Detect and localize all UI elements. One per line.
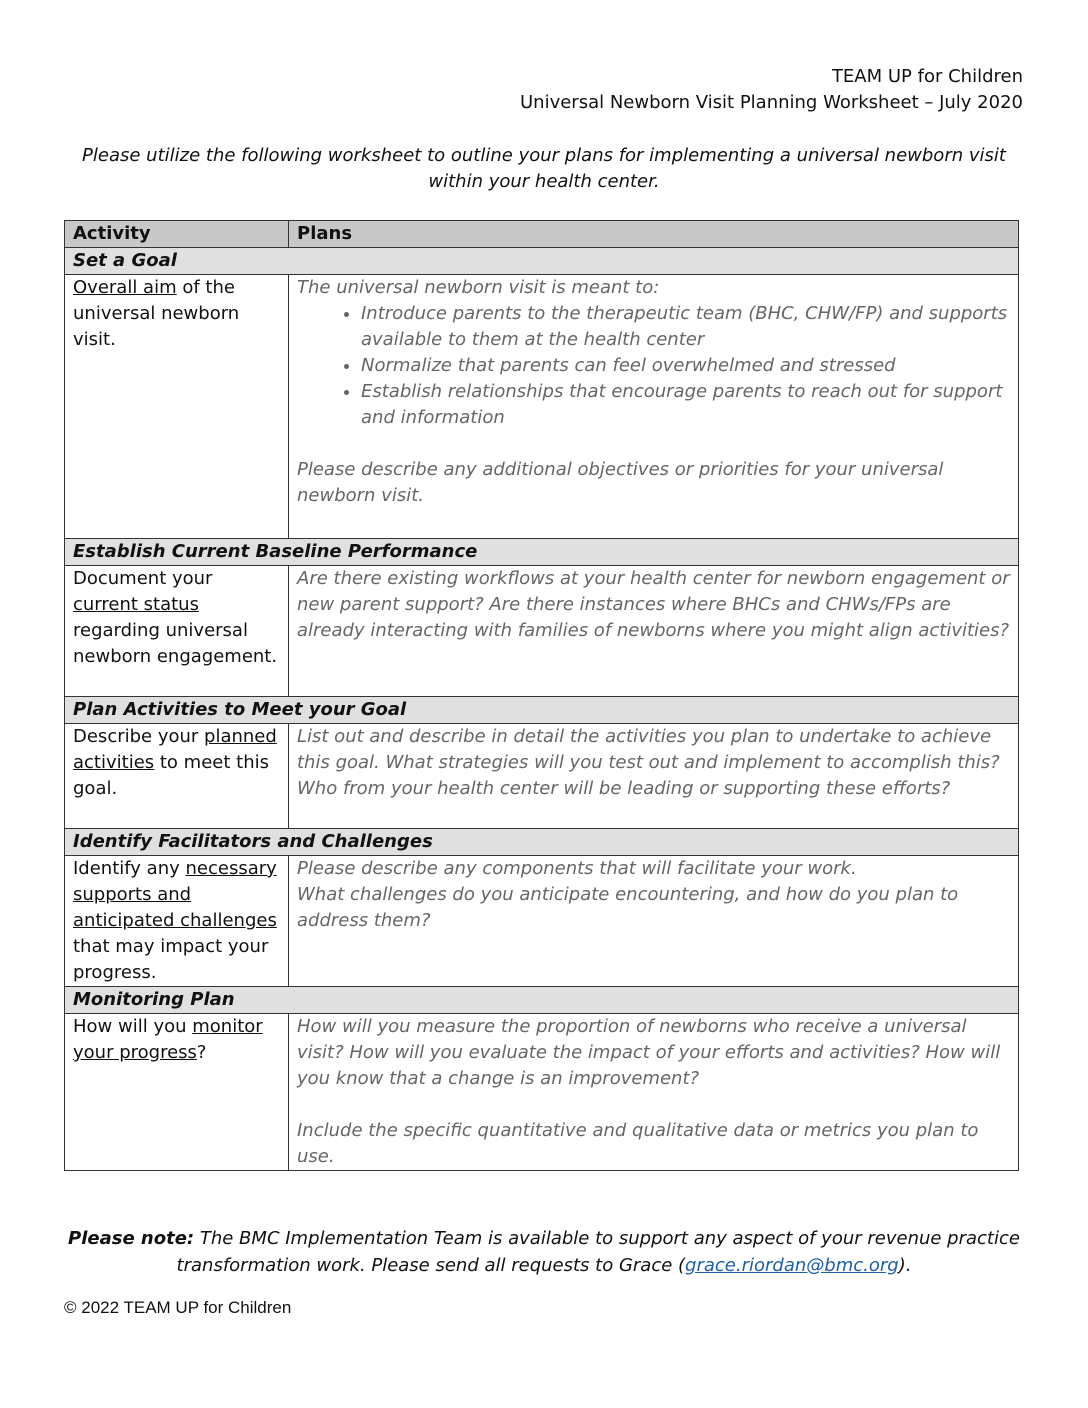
plan-cell[interactable] (289, 275, 1019, 539)
plan-cell[interactable]: List out and describe in detail the activities you plan to undertake to achieve this goal. What strategies will you test out and implement to accomplish this? Who from your health center will be leading or supporting these efforts? (289, 724, 1019, 829)
section-row-activities (65, 697, 1019, 724)
goal-bullet-list (297, 301, 1010, 431)
activity-key-phrase: monitor your progress (73, 1016, 263, 1063)
activity-cell: Identify any necessary supports and anticipated challenges that may impact your progress. (65, 856, 289, 987)
planning-worksheet-table (64, 220, 1019, 1171)
section-title: Identify Facilitators and Challenges (65, 829, 1019, 856)
copyright-notice: © 2022 TEAM UP for Children (64, 1298, 292, 1317)
table-row-baseline (65, 566, 1019, 697)
plan-prompt: Include the specific quantitative and qualitative data or metrics you plan to use. (297, 1120, 979, 1167)
activity-key-phrase: current status (73, 594, 199, 615)
section-title: Establish Current Baseline Performance (65, 539, 1019, 566)
column-header-activity: Activity (65, 221, 289, 248)
activity-key-phrase: necessary supports and anticipated challenges (73, 858, 277, 931)
activity-key-phrase: Overall aim (73, 277, 177, 298)
list-item: • Establish relationships that encourage parents to reach out for support and information (361, 379, 1010, 431)
document-header (520, 64, 1023, 116)
activity-cell: Document your current status regarding universal newborn engagement. (65, 566, 289, 697)
table-row-goal (65, 275, 1019, 539)
table-row-facilitators (65, 856, 1019, 987)
section-row-goal (65, 248, 1019, 275)
plan-prompt: Please describe any additional objectives or priorities for your universal newborn visit. (297, 459, 944, 506)
support-note: Please note: The BMC Implementation Team is available to support any aspect of your revenue practice transformation work. Please send all requests to Grace (grace.riordan@bmc.org). (68, 1228, 1020, 1276)
section-row-facilitators (65, 829, 1019, 856)
activity-cell: Overall aim of the universal newborn visit. (65, 275, 289, 539)
section-row-monitoring (65, 987, 1019, 1014)
table-row-monitoring (65, 1014, 1019, 1171)
section-row-baseline (65, 539, 1019, 566)
document-title: Universal Newborn Visit Planning Worksheet – July 2020 (519, 92, 1023, 113)
activity-cell: Describe your planned activities to meet this goal. (65, 724, 289, 829)
plan-prompt: Please describe any components that will facilitate your work. (297, 858, 857, 879)
table-header-row (65, 221, 1019, 248)
column-header-plans: Plans (289, 221, 1019, 248)
plan-cell[interactable] (289, 856, 1019, 987)
section-title: Plan Activities to Meet your Goal (65, 697, 1019, 724)
intro-text: Please utilize the following worksheet to outline your plans for implementing a universal newborn visit within your health center. (82, 145, 1006, 192)
plan-intro: The universal newborn visit is meant to: (297, 277, 660, 298)
activity-key-phrase: planned activities (73, 726, 277, 773)
table-row-activities (65, 724, 1019, 829)
activity-cell: How will you monitor your progress? (65, 1014, 289, 1171)
plan-prompt: What challenges do you anticipate encountering, and how do you plan to address them? (297, 884, 959, 931)
email-link[interactable]: grace.riordan@bmc.org (685, 1255, 899, 1276)
plan-prompt: How will you measure the proportion of newborns who receive a universal visit? How will you evaluate the impact of your efforts and activities? How will you know that a change is an improvement? (297, 1016, 1001, 1089)
list-item: • Introduce parents to the therapeutic team (BHC, CHW/FP) and supports available to them at the health center (361, 301, 1010, 353)
note-label: Please note: (68, 1228, 195, 1249)
section-title: Monitoring Plan (65, 987, 1019, 1014)
plan-cell[interactable] (289, 1014, 1019, 1171)
plan-cell[interactable]: Are there existing workflows at your health center for newborn engagement or new parent support? Are there instances where BHCs and CHWs/FPs are already interacting with families of newborns where you might align activities? (289, 566, 1019, 697)
list-item: • Normalize that parents can feel overwhelmed and stressed (361, 353, 1010, 379)
org-name: TEAM UP for Children (831, 66, 1023, 87)
section-title: Set a Goal (65, 248, 1019, 275)
